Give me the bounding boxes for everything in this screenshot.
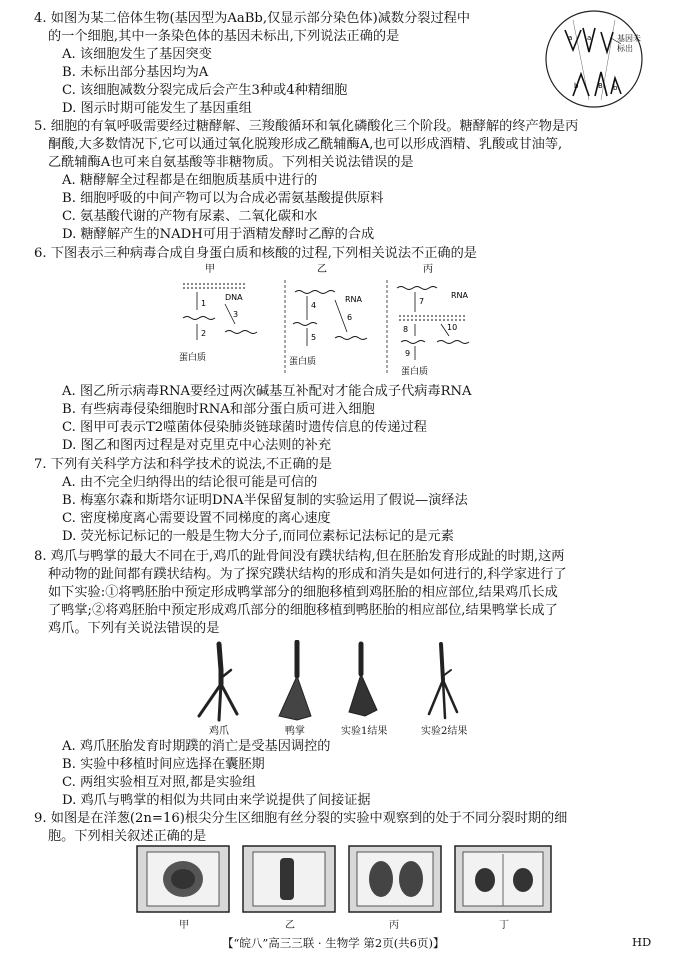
gene-label-3: b (574, 82, 579, 90)
q6-virus-figure (175, 262, 505, 380)
q6-option-d: D. 图乙和图丙过程是对克里克中心法则的补充 (62, 438, 332, 453)
q4-option-a: A. 该细胞发生了基因突变 (62, 47, 212, 62)
q4-cell-figure (543, 8, 645, 110)
q8-stem-line-5: 鸡爪。下列有关说法错误的是 (48, 621, 220, 636)
q4-option-d: D. 图示时期可能发生了基因重组 (62, 101, 252, 116)
footer-code: HD (632, 935, 652, 949)
micrograph-yi (243, 846, 335, 912)
footer-title: 【“皖八”高三三联 · 生物学 第2页(共6页)】 (222, 936, 445, 950)
step-1: 1 (201, 299, 207, 308)
q9-stem-line-2: 胞。下列相关叙述正确的是 (48, 829, 207, 844)
question-4 (34, 10, 470, 118)
q6-stem: 6. 下图表示三种病毒合成自身蛋白质和核酸的过程,下列相关说法不正确的是 (34, 246, 477, 261)
mitosis-micrographs (135, 844, 555, 916)
step-3: 3 (233, 310, 239, 319)
duck-foot-icon (279, 642, 311, 720)
label-dna: DNA (225, 293, 243, 302)
q5-stem-line-3: 乙酰辅酶A也可来自氨基酸等非糖物质。下列相关说法错误的是 (48, 155, 414, 170)
gene-label-2: a (587, 34, 592, 42)
question-6 (34, 245, 477, 263)
label-rna-1: RNA (345, 295, 363, 304)
q6-option-c: C. 图甲可表示T2噬菌体侵染肺炎链球菌时遗传信息的传递过程 (62, 420, 427, 435)
q8-option-b: B. 实验中移植时间应选择在囊胚期 (62, 757, 265, 772)
q4-stem-line-2: 的一个细胞,其中一条染色体的基因未标出,下列说法正确的是 (48, 29, 400, 44)
gene-label-1: a (568, 34, 573, 42)
question-5 (34, 118, 578, 244)
question-7 (34, 456, 468, 546)
step-8: 8 (403, 325, 409, 334)
label-protein-1: 蛋白质 (179, 353, 207, 363)
q4-option-c: C. 该细胞减数分裂完成后会产生3种或4种精细胞 (62, 83, 348, 98)
q6-option-b: B. 有些病毒侵染细胞时RNA和部分蛋白质可进入细胞 (62, 402, 375, 417)
question-6-options (34, 383, 472, 455)
q8-stem-line-2: 种动物的趾间都有蹼状结构。为了探究蹼状结构的形成和消失是如何进行的,科学家进行了 (48, 567, 567, 582)
label-cell-bing: 丙 (389, 920, 399, 931)
feet-illustrations (185, 640, 505, 722)
q5-stem-line-1: 5. 细胞的有氧呼吸需要经过糖酵解、三羧酸循环和氧化磷酸化三个阶段。糖酵解的终产物是丙 (34, 119, 579, 134)
experiment-2-foot-icon (429, 644, 457, 718)
q7-option-a: A. 由不完全归纳得出的结论很可能是可信的 (62, 475, 318, 490)
label-experiment-1: 实验1结果 (341, 726, 388, 737)
cell-diagram (543, 8, 645, 110)
fig-title-jia: 甲 (205, 264, 215, 275)
fig-title-yi: 乙 (317, 264, 327, 275)
q4-stem-line-1: 4. 如图为某二倍体生物(基因型为AaBb,仅显示部分染色体)减数分裂过程中 (34, 11, 471, 26)
q8-stem-line-1: 8. 鸡爪与鸭掌的最大不同在于,鸡爪的趾骨间没有蹼状结构,但在胚胎发育形成趾的时期,这两 (34, 549, 565, 564)
q6-option-a: A. 图乙所示病毒RNA要经过两次碱基互补配对才能合成子代病毒RNA (62, 384, 472, 399)
label-cell-ding: 丁 (499, 920, 509, 931)
micrograph-bing (349, 846, 441, 912)
q8-feet-figure (185, 640, 505, 736)
label-duck-foot: 鸭掌 (285, 726, 305, 737)
q5-option-b: B. 细胞呼吸的中间产物可以为合成必需氨基酸提供原料 (62, 191, 384, 206)
question-8-options (34, 738, 371, 810)
q9-micrograph-figure (135, 844, 555, 930)
gene-label-4: B (598, 82, 603, 90)
step-10: 10 (447, 323, 458, 332)
virus-flow-diagram (175, 262, 505, 380)
step-7: 7 (419, 297, 425, 306)
micrograph-ding (455, 846, 551, 912)
question-8 (34, 548, 567, 638)
label-protein-3: 蛋白质 (401, 367, 429, 377)
step-2: 2 (201, 329, 207, 338)
label-protein-2: 蛋白质 (289, 357, 317, 367)
q7-stem: 7. 下列有关科学方法和科学技术的说法,不正确的是 (34, 457, 332, 472)
label-cell-yi: 乙 (285, 920, 295, 931)
step-9: 9 (405, 349, 411, 358)
q8-option-a: A. 鸡爪胚胎发育时期蹼的消亡是受基因调控的 (62, 739, 331, 754)
q8-option-c: C. 两组实验相互对照,都是实验组 (62, 775, 256, 790)
q7-option-d: D. 荧光标记标记的一般是生物大分子,而同位素标记法标记的是元素 (62, 529, 454, 544)
q8-option-d: D. 鸡爪与鸭掌的相似为共同由来学说提供了间接证据 (62, 793, 371, 808)
q9-stem-line-1: 9. 如图是在洋葱(2n=16)根尖分生区细胞有丝分裂的实验中观察到的处于不同分裂时期的细 (34, 811, 568, 826)
step-6: 6 (347, 313, 353, 322)
q5-option-d: D. 糖酵解产生的NADH可用于酒精发酵时乙醇的合成 (62, 227, 375, 242)
q8-stem-line-3: 如下实验:①将鸭胚胎中预定形成鸭掌部分的细胞移植到鸡胚胎的相应部位,结果鸡爪长成 (48, 585, 558, 600)
q4-option-b: B. 未标出部分基因均为A (62, 65, 209, 80)
q5-option-a: A. 糖酵解全过程都是在细胞质基质中进行的 (62, 173, 318, 188)
experiment-1-foot-icon (349, 644, 377, 716)
q7-option-c: C. 密度梯度离心需要设置不同梯度的离心速度 (62, 511, 331, 526)
step-5: 5 (311, 333, 317, 342)
chicken-foot-icon (199, 644, 237, 720)
step-4: 4 (311, 301, 317, 310)
q5-stem-line-2: 酮酸,大多数情况下,它可以通过氧化脱羧形成乙酰辅酶A,也可以形成酒精、乳酸或甘油等, (48, 137, 563, 152)
micrograph-jia (137, 846, 229, 912)
q5-option-c: C. 氨基酸代谢的产物有尿素、二氧化碳和水 (62, 209, 318, 224)
unlabeled-gene-note: 基因未标出 (617, 34, 641, 53)
q7-option-b: B. 梅塞尔森和斯塔尔证明DNA半保留复制的实验运用了假说—演绎法 (62, 493, 468, 508)
q8-stem-line-4: 了鸭掌;②将鸡胚胎中预定形成鸡爪部分的细胞移植到鸭胚胎的相应部位,结果鸭掌长成了 (48, 603, 558, 618)
fig-title-bing: 丙 (423, 264, 433, 275)
label-rna-2: RNA (451, 291, 469, 300)
label-experiment-2: 实验2结果 (421, 726, 468, 737)
label-chicken-foot: 鸡爪 (209, 726, 229, 737)
gene-label-5: b (613, 84, 618, 92)
question-9 (34, 810, 567, 846)
label-cell-jia: 甲 (179, 920, 189, 931)
